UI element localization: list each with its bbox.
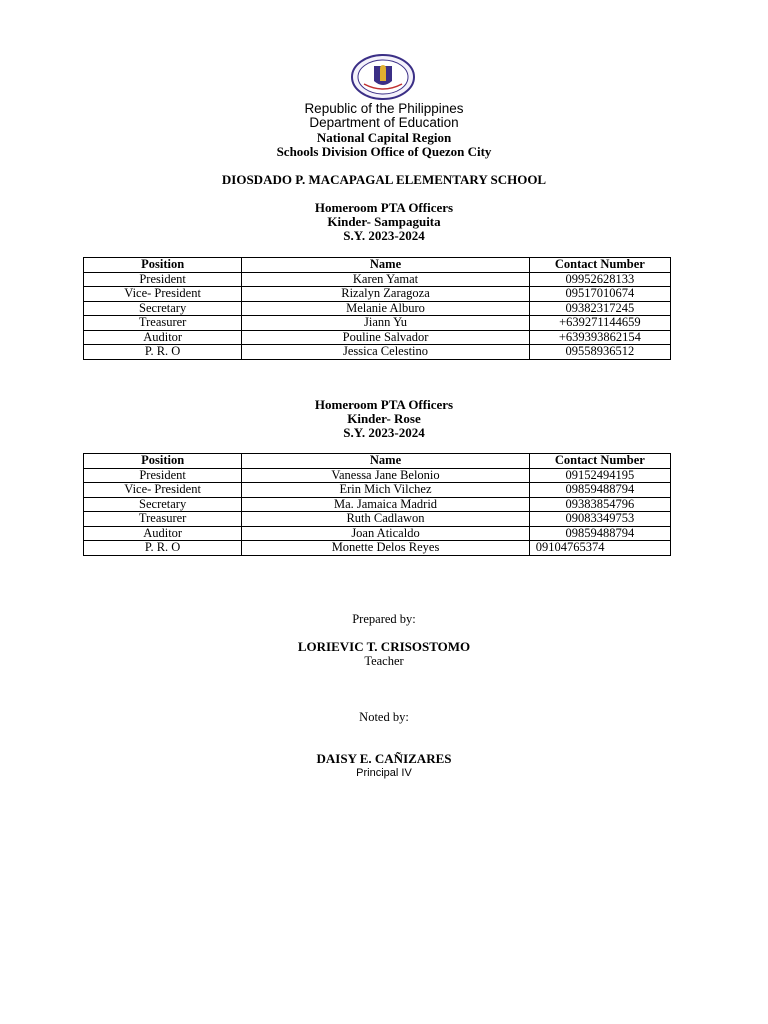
column-header: Name <box>242 454 529 469</box>
table-row <box>84 330 671 345</box>
table-row <box>84 526 671 541</box>
section2-sy: S.Y. 2023-2024 <box>343 425 425 440</box>
position-cell: Treasurer <box>84 512 242 527</box>
position-cell: Secretary <box>84 497 242 512</box>
deped-seal-icon <box>350 54 416 100</box>
table-header-row <box>84 258 671 273</box>
name-cell: Karen Yamat <box>242 272 529 287</box>
column-header: Contact Number <box>529 258 670 273</box>
noter-role: Principal IV <box>356 767 412 779</box>
column-header: Position <box>84 454 242 469</box>
contact-cell: +639393862154 <box>529 330 670 345</box>
section1-class: Kinder- Sampaguita <box>327 214 441 229</box>
contact-cell: 09383854796 <box>529 497 670 512</box>
officers-table-sampaguita <box>83 257 671 360</box>
school-name: DIOSDADO P. MACAPAGAL ELEMENTARY SCHOOL <box>221 172 547 187</box>
section2-class: Kinder- Rose <box>347 411 421 426</box>
table-row <box>84 345 671 360</box>
table-row <box>84 512 671 527</box>
contact-cell: 09152494195 <box>529 468 670 483</box>
contact-cell: 09859488794 <box>529 483 670 498</box>
contact-cell: 09104765374 <box>529 541 670 556</box>
officers-table-rose <box>83 453 671 556</box>
position-cell: Auditor <box>84 330 242 345</box>
contact-cell: 09952628133 <box>529 272 670 287</box>
name-cell: Vanessa Jane Belonio <box>242 468 529 483</box>
republic-line: Republic of the Philippines <box>304 101 464 116</box>
name-cell: Joan Aticaldo <box>242 526 529 541</box>
table-row <box>84 483 671 498</box>
name-cell: Ma. Jamaica Madrid <box>242 497 529 512</box>
contact-cell: 09558936512 <box>529 345 670 360</box>
position-cell: P. R. O <box>84 345 242 360</box>
table-row <box>84 468 671 483</box>
column-header: Name <box>242 258 529 273</box>
noter-name: DAISY E. CAÑIZARES <box>316 751 452 766</box>
position-cell: Vice- President <box>84 287 242 302</box>
column-header: Position <box>84 258 242 273</box>
division-line: Schools Division Office of Quezon City <box>276 144 492 159</box>
position-cell: Auditor <box>84 526 242 541</box>
name-cell: Jessica Celestino <box>242 345 529 360</box>
name-cell: Rizalyn Zaragoza <box>242 287 529 302</box>
table-row <box>84 272 671 287</box>
noted-by-label: Noted by: <box>359 710 409 724</box>
position-cell: Vice- President <box>84 483 242 498</box>
region-line: National Capital Region <box>316 130 452 145</box>
department-line: Department of Education <box>309 115 459 130</box>
contact-cell: 09382317245 <box>529 301 670 316</box>
contact-cell: +639271144659 <box>529 316 670 331</box>
table-row <box>84 316 671 331</box>
name-cell: Erin Mich Vilchez <box>242 483 529 498</box>
contact-cell: 09517010674 <box>529 287 670 302</box>
name-cell: Monette Delos Reyes <box>242 541 529 556</box>
name-cell: Jiann Yu <box>242 316 529 331</box>
prepared-by-label: Prepared by: <box>352 612 416 626</box>
table-row <box>84 497 671 512</box>
name-cell: Pouline Salvador <box>242 330 529 345</box>
preparer-role: Teacher <box>364 654 404 668</box>
position-cell: Treasurer <box>84 316 242 331</box>
table-row <box>84 541 671 556</box>
section1-sy: S.Y. 2023-2024 <box>343 228 425 243</box>
table-row <box>84 287 671 302</box>
position-cell: President <box>84 272 242 287</box>
name-cell: Melanie Alburo <box>242 301 529 316</box>
section2-title: Homeroom PTA Officers <box>314 397 454 412</box>
table-header-row <box>84 454 671 469</box>
position-cell: Secretary <box>84 301 242 316</box>
column-header: Contact Number <box>529 454 670 469</box>
table-row <box>84 301 671 316</box>
name-cell: Ruth Cadlawon <box>242 512 529 527</box>
contact-cell: 09859488794 <box>529 526 670 541</box>
section1-title: Homeroom PTA Officers <box>314 200 454 215</box>
preparer-name: LORIEVIC T. CRISOSTOMO <box>297 639 471 654</box>
position-cell: President <box>84 468 242 483</box>
position-cell: P. R. O <box>84 541 242 556</box>
contact-cell: 09083349753 <box>529 512 670 527</box>
